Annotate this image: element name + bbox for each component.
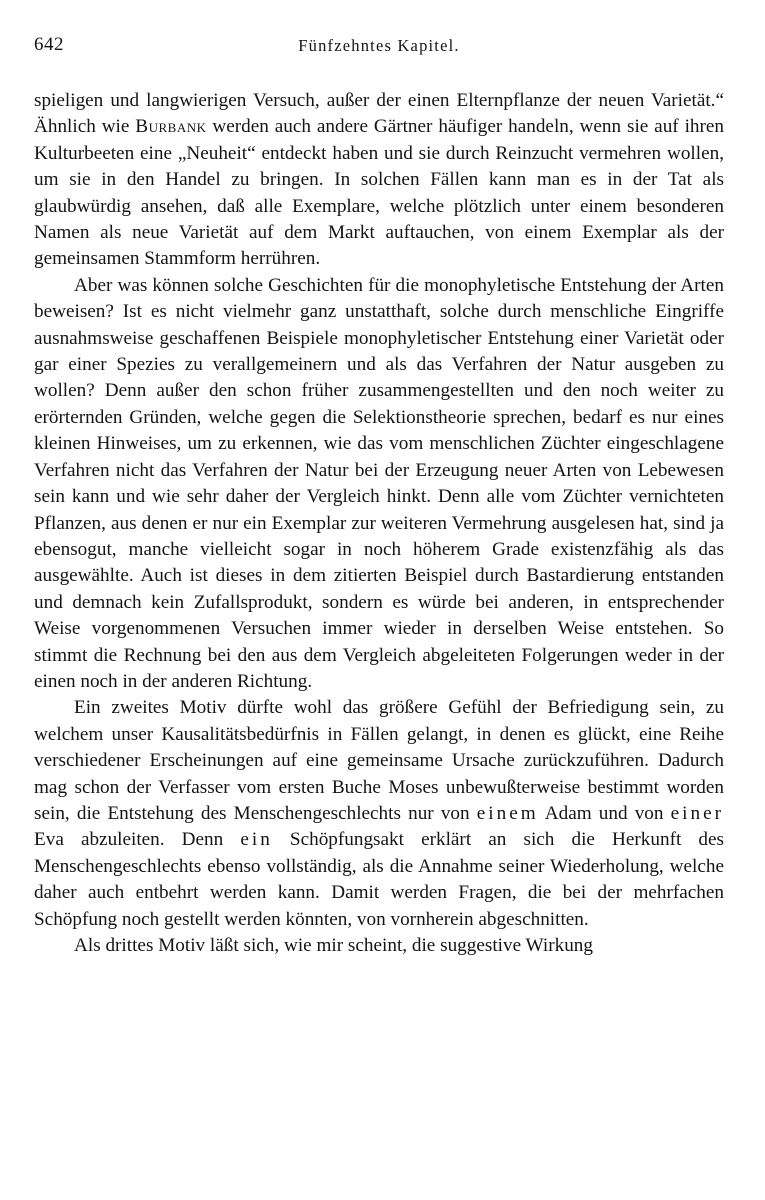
text-run: Adam und von	[538, 802, 671, 824]
text-run: Eva abzuleiten. Denn	[34, 829, 241, 851]
text-run: spieligen und langwierigen Versuch, außer der einen Elternpflanze der neuen Varietät.“ Ähnlich wie	[34, 90, 724, 138]
body-text	[34, 88, 724, 959]
author-name-burbank: Burbank	[135, 116, 207, 138]
emphasis-einer: einer	[670, 802, 725, 824]
paragraph-3	[34, 695, 724, 933]
emphasis-ein: ein	[240, 829, 273, 851]
text-run: Ein zweites Motiv dürfte wohl das größere Gefühl der Befriedigung sein, zu welchem unser Kausalitätsbedürfnis in Fällen gelangt, in denen es glückt, eine Reihe verschiedener Erscheinungen auf eine gemeinsame Ursache zurückzuführen. Dadurch mag schon der Verfasser vom ersten Buche Moses unbewußterweise bestimmt worden sein, die Entstehung des Menschengeschlechts nur von	[34, 697, 724, 824]
emphasis-einem: einem	[476, 802, 539, 824]
paragraph-4: Als drittes Motiv läßt sich, wie mir scheint, die suggestive Wirkung	[74, 935, 593, 956]
running-head: Fünfzehntes Kapitel.	[298, 36, 460, 55]
paragraph-2: Aber was können solche Geschichten für die monophyletische Entstehung der Arten beweisen? Ist es nicht vielmehr ganz unstatthaft, solche durch menschliche Eingriffe ausnahmsweise geschaffenen Beispiele monophyletischer Entstehung einer Varietät oder gar einer Spezies zu verallgemeinern und als das Verfahren der Natur ausgeben zu wollen? Denn außer den schon früher zusammengestellten und den noch weiter zu erörternden Gründen, welche gegen die Selektionstheorie sprechen, bedarf es nur eines kleinen Hinweises, um zu erkennen, wie das vom menschlichen Züchter eingeschlagene Verfahren nicht das Verfahren der Natur bei der Erzeugung neuer Arten von Lebewesen sein kann und wie sehr daher der Vergleich hinkt. Denn alle vom Züchter vernichteten Pflanzen, aus denen er nur ein Exemplar zur weiteren Vermehrung ausgelesen hat, sind ja ebensogut, manche vielleicht sogar in noch höherem Grade existenzfähig als das ausgewählte. Auch ist dieses in dem zitierten Beispiel durch Bastardierung entstanden und demnach kein Zufallsprodukt, sondern es würde bei anderen, in entsprechender Weise vorgenommenen Versuchen immer wieder in derselben Weise entstehen. So stimmt die Rechnung bei den aus dem Vergleich abgeleiteten Folgerungen weder in der einen noch in der anderen Richtung.	[34, 274, 724, 692]
page-header	[34, 30, 724, 60]
text-run: Schöpfungsakt erklärt an sich die Herkunft des Menschengeschlechts ebenso vollständig, als die Annahme seiner Wiederholung, welche daher auch entbehrt werden kann. Damit werden Fragen, die bei der mehrfachen Schöpfung noch gestellt werden könnten, von vornherein abgeschnitten.	[34, 829, 724, 930]
page-number: 642	[34, 34, 64, 55]
book-page	[34, 30, 724, 959]
paragraph-1	[34, 88, 724, 273]
text-run: werden auch andere Gärtner häufiger handeln, wenn sie auf ihren Kulturbeeten eine „Neuheit“ entdeckt haben und sie durch Reinzucht vermehren wollen, um sie in den Handel zu bringen. In solchen Fällen kann man es in der Tat als glaubwürdig ansehen, daß alle Exemplare, welche plötzlich unter einem besonderen Namen als neue Varietät auf dem Markt auftauchen, von einem Exemplar als der gemeinsamen Stammform herrühren.	[34, 116, 724, 270]
